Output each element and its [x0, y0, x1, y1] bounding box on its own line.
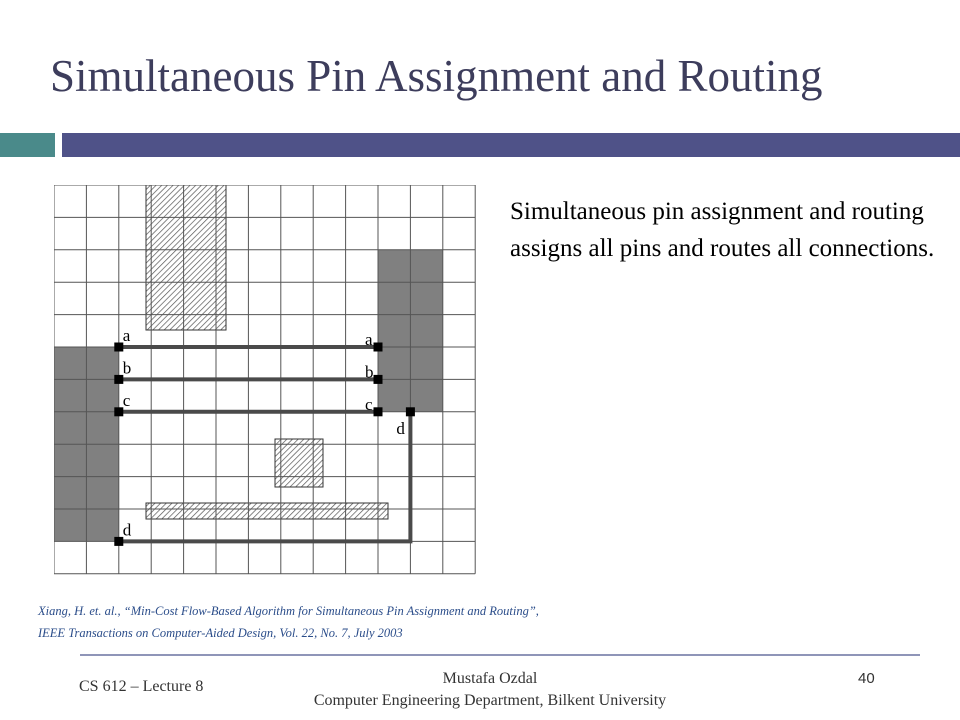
citation [38, 600, 738, 644]
routing-grid-figure [54, 185, 484, 580]
pin-marker-a [374, 343, 383, 352]
footer-divider [80, 654, 920, 656]
pin-label-d: d [122, 520, 132, 540]
footer-course: CS 612 – Lecture 8 [79, 678, 204, 695]
bottom-hatched-obstacle [146, 503, 388, 519]
body-text: Simultaneous pin assignment and routing assigns all pins and routes all connections. [510, 198, 935, 262]
pin-label-b: b [365, 362, 374, 382]
center-hatched-obstacle [275, 439, 323, 487]
footer-credits [240, 668, 740, 712]
pin-label-b: b [122, 358, 132, 378]
title-accent-bar-teal [0, 133, 55, 157]
pin-label-a: a [122, 326, 131, 345]
slide-title: Simultaneous Pin Assignment and Routing [50, 51, 823, 101]
pin-label-d: d [396, 418, 405, 438]
pin-marker-c [374, 407, 383, 416]
pin-label-c: c [365, 394, 373, 414]
citation-line-1: Xiang, H. et. al., “Min-Cost Flow-Based Algorithm for Simultaneous Pin Assignment and Routing”, [38, 604, 539, 618]
pin-marker-b [374, 375, 383, 384]
page-number: 40 [858, 670, 875, 687]
citation-line-2: IEEE Transactions on Computer-Aided Design, Vol. 22, No. 7, July 2003 [38, 626, 403, 640]
footer-author: Mustafa Ozdal [442, 670, 538, 687]
pin-marker-d [406, 407, 415, 416]
pin-label-c: c [122, 390, 131, 410]
title-accent-bar-navy [62, 133, 960, 157]
pin-label-a: a [365, 330, 373, 349]
footer-department: Computer Engineering Department, Bilkent University [313, 692, 667, 709]
top-hatched-obstacle [146, 185, 226, 330]
